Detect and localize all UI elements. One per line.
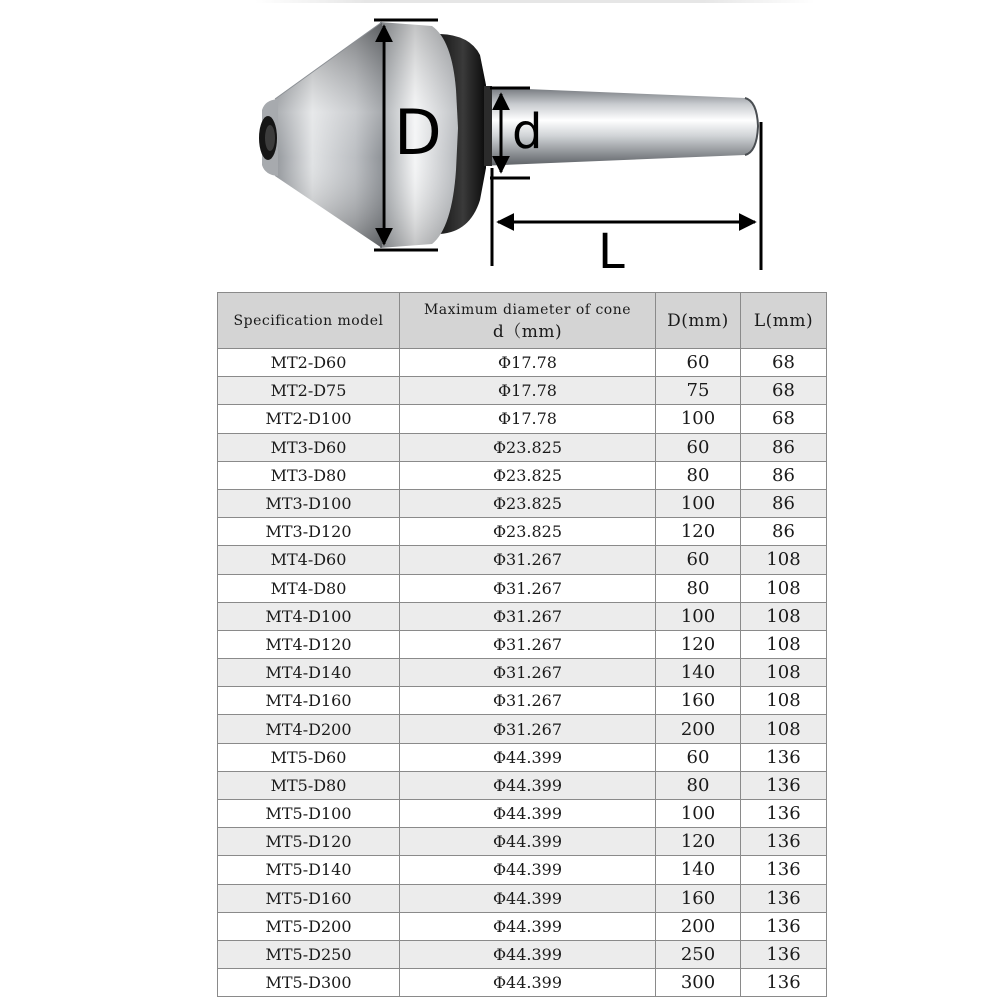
cell-model: MT5-D80 — [218, 771, 400, 799]
table-row — [218, 518, 827, 546]
cell-L: 108 — [741, 687, 827, 715]
cell-L: 108 — [741, 715, 827, 743]
cell-L: 136 — [741, 743, 827, 771]
cell-D: 80 — [656, 461, 741, 489]
cell-model: MT2-D100 — [218, 405, 400, 433]
cell-cone-diameter: Φ44.399 — [400, 884, 656, 912]
cell-cone-diameter: Φ31.267 — [400, 659, 656, 687]
table-body — [218, 349, 827, 997]
label-d: d — [512, 104, 543, 160]
cell-L: 108 — [741, 546, 827, 574]
cell-model: MT4-D200 — [218, 715, 400, 743]
cell-model: MT5-D140 — [218, 856, 400, 884]
table-row — [218, 433, 827, 461]
cell-cone-diameter: Φ44.399 — [400, 912, 656, 940]
cell-D: 250 — [656, 940, 741, 968]
cell-model: MT5-D300 — [218, 969, 400, 997]
cell-cone-diameter: Φ31.267 — [400, 630, 656, 658]
cell-L: 136 — [741, 940, 827, 968]
cell-L: 86 — [741, 461, 827, 489]
cell-model: MT5-D160 — [218, 884, 400, 912]
table-row — [218, 715, 827, 743]
header-cone-line2: d（mm) — [492, 321, 563, 342]
cell-model: MT4-D80 — [218, 574, 400, 602]
cell-L: 136 — [741, 856, 827, 884]
table-row — [218, 630, 827, 658]
cell-model: MT4-D100 — [218, 602, 400, 630]
lathe-center-diagram — [0, 0, 1000, 290]
cell-D: 100 — [656, 405, 741, 433]
cell-D: 140 — [656, 659, 741, 687]
table-row — [218, 912, 827, 940]
cell-L: 136 — [741, 828, 827, 856]
cell-L: 108 — [741, 659, 827, 687]
header-D: D(mm) — [656, 293, 741, 349]
cell-L: 108 — [741, 630, 827, 658]
cell-model: MT5-D100 — [218, 800, 400, 828]
cell-D: 200 — [656, 912, 741, 940]
cell-L: 108 — [741, 602, 827, 630]
table-row — [218, 800, 827, 828]
cell-model: MT4-D120 — [218, 630, 400, 658]
cell-model: MT3-D60 — [218, 433, 400, 461]
cell-model: MT5-D60 — [218, 743, 400, 771]
specification-table — [217, 292, 827, 997]
table-row — [218, 349, 827, 377]
header-model: Specification model — [218, 293, 400, 349]
cell-L: 136 — [741, 800, 827, 828]
cell-D: 100 — [656, 800, 741, 828]
cell-model: MT3-D80 — [218, 461, 400, 489]
cell-D: 160 — [656, 687, 741, 715]
header-cone-diameter — [400, 293, 656, 349]
cell-D: 200 — [656, 715, 741, 743]
cell-D: 100 — [656, 489, 741, 517]
cell-cone-diameter: Φ31.267 — [400, 602, 656, 630]
cell-cone-diameter: Φ17.78 — [400, 349, 656, 377]
table-row — [218, 659, 827, 687]
cell-cone-diameter: Φ31.267 — [400, 687, 656, 715]
header-cone-line1: Maximum diameter of cone — [423, 301, 632, 318]
table-row — [218, 602, 827, 630]
table-row — [218, 687, 827, 715]
cell-cone-diameter: Φ44.399 — [400, 969, 656, 997]
cell-D: 60 — [656, 546, 741, 574]
cell-L: 136 — [741, 912, 827, 940]
cell-D: 60 — [656, 433, 741, 461]
table-row — [218, 969, 827, 997]
cell-model: MT5-D250 — [218, 940, 400, 968]
cell-cone-diameter: Φ44.399 — [400, 800, 656, 828]
table-row — [218, 405, 827, 433]
table-row — [218, 461, 827, 489]
cell-L: 68 — [741, 377, 827, 405]
cell-D: 120 — [656, 630, 741, 658]
cell-cone-diameter: Φ17.78 — [400, 405, 656, 433]
cell-cone-diameter: Φ44.399 — [400, 743, 656, 771]
table-row — [218, 489, 827, 517]
cell-model: MT2-D75 — [218, 377, 400, 405]
table-header-row — [218, 293, 827, 349]
cell-model: MT5-D120 — [218, 828, 400, 856]
header-L: L(mm) — [741, 293, 827, 349]
table-row — [218, 574, 827, 602]
cell-model: MT5-D200 — [218, 912, 400, 940]
table-row — [218, 771, 827, 799]
cell-D: 80 — [656, 771, 741, 799]
table-row — [218, 884, 827, 912]
cone-point — [259, 22, 382, 248]
table-row — [218, 377, 827, 405]
cell-D: 80 — [656, 574, 741, 602]
cell-cone-diameter: Φ23.825 — [400, 433, 656, 461]
cell-model: MT2-D60 — [218, 349, 400, 377]
cell-L: 108 — [741, 574, 827, 602]
cell-D: 120 — [656, 828, 741, 856]
cell-cone-diameter: Φ44.399 — [400, 940, 656, 968]
cell-model: MT3-D120 — [218, 518, 400, 546]
cell-cone-diameter: Φ31.267 — [400, 574, 656, 602]
table-row — [218, 743, 827, 771]
cell-cone-diameter: Φ17.78 — [400, 377, 656, 405]
cell-cone-diameter: Φ31.267 — [400, 715, 656, 743]
cell-cone-diameter: Φ23.825 — [400, 518, 656, 546]
cell-L: 136 — [741, 884, 827, 912]
cell-cone-diameter: Φ44.399 — [400, 828, 656, 856]
cell-L: 86 — [741, 433, 827, 461]
cell-D: 75 — [656, 377, 741, 405]
label-L: L — [598, 224, 625, 280]
cell-D: 300 — [656, 969, 741, 997]
cell-cone-diameter: Φ31.267 — [400, 546, 656, 574]
cell-L: 136 — [741, 771, 827, 799]
cell-cone-diameter: Φ23.825 — [400, 461, 656, 489]
table-row — [218, 940, 827, 968]
cell-D: 120 — [656, 518, 741, 546]
cell-L: 86 — [741, 489, 827, 517]
cell-cone-diameter: Φ23.825 — [400, 489, 656, 517]
table-row — [218, 546, 827, 574]
cell-model: MT4-D140 — [218, 659, 400, 687]
table-row — [218, 828, 827, 856]
cell-model: MT4-D160 — [218, 687, 400, 715]
cell-L: 68 — [741, 349, 827, 377]
cell-D: 60 — [656, 349, 741, 377]
cell-cone-diameter: Φ44.399 — [400, 771, 656, 799]
cell-L: 68 — [741, 405, 827, 433]
cell-model: MT4-D60 — [218, 546, 400, 574]
cell-D: 60 — [656, 743, 741, 771]
cell-model: MT3-D100 — [218, 489, 400, 517]
cell-L: 136 — [741, 969, 827, 997]
cell-D: 160 — [656, 884, 741, 912]
cell-L: 86 — [741, 518, 827, 546]
cell-D: 100 — [656, 602, 741, 630]
cell-D: 140 — [656, 856, 741, 884]
table-row — [218, 856, 827, 884]
label-D: D — [394, 96, 442, 169]
cell-cone-diameter: Φ44.399 — [400, 856, 656, 884]
